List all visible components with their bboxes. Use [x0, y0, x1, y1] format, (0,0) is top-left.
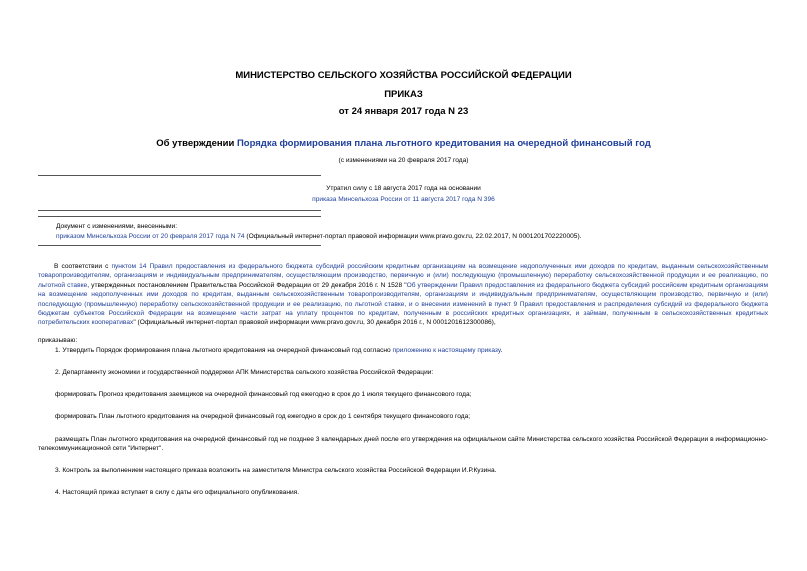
edition-note: (с изменениями на 20 февраля 2017 года): [338, 157, 469, 164]
document-title: [0, 138, 807, 149]
appendix-link[interactable]: приложению к настоящему приказу: [392, 347, 501, 354]
orders-label: приказываю:: [38, 337, 78, 344]
date-number-heading: от 24 января 2017 года N 23: [338, 106, 469, 117]
lapsed-note: Утратил силу с 18 августа 2017 года на основании: [326, 185, 481, 192]
title-link[interactable]: Порядка формирования плана льготного кредитования на очередной финансовый год: [236, 138, 651, 149]
ministry-heading: МИНИСТЕРСТВО СЕЛЬСКОГО ХОЗЯЙСТВА РОССИЙСКОЙ ФЕДЕРАЦИИ: [235, 70, 572, 81]
amendments-source: (Официальный интернет-портал правовой информации www.pravo.gov.ru, 22.02.2017, N 0001201702220005).: [244, 233, 582, 240]
preamble-link-rules[interactable]: пунктом 14 Правил предоставления из федерального бюджета субсидий российским кредитным организациям на возмещение недополученных ими доходов по кредитам, выданным сельскохозяйственным товаропроизводителям, организациям и индивидуальным предпринимателям, осуществляющим производство, первичную и (или) последующую (промышленную) переработку сельскохозяйственной продукции и ее реализацию, по льготной ставке: [38, 263, 768, 289]
preamble-text: " (Официальный интернет-портал правовой информации www.pravo.gov.ru, 30 декабря 2016 г., N 0001201612300086),: [133, 319, 496, 327]
preamble-link-resolution[interactable]: Об утверждении Правил предоставления из федерального бюджета субсидий российским кредитным организациям на возмещение недополученных ими доходов по кредитам, выданным сельскохозяйственным товаропроизводителям, организациям и индивидуальным предпринимателям, осуществляющим производство, первичную и (или) последующую (промышленную) переработку сельскохозяйственной продукции и ее реализацию, по льготной ставке, и о внесении изменений в пункт 9 Правил предоставления и распределения субсидий из федерального бюджета бюджетам субъектов Российской Федерации на возмещение части затрат на уплату процентов по кредитам, полученным в российских кредитных организациях, и займам, полученным в сельскохозяйственных кредитных потребительских кооперативах: [38, 281, 769, 327]
amendments-intro: Документ с изменениями, внесенными:: [56, 223, 178, 230]
preamble-text: В соответствии с: [54, 263, 112, 270]
divider: [38, 175, 321, 176]
item-2b: формировать План льготного кредитования на очередной финансовый год ежегодно в срок до 1 сентября текущего финансового года;: [55, 413, 471, 420]
doc-type-heading: ПРИКАЗ: [384, 89, 423, 100]
item-2a: формировать Прогноз кредитования заемщиков на очередной финансовый год ежегодно в срок до 1 июля текущего финансового года;: [55, 391, 472, 398]
preamble-paragraph: [38, 262, 768, 328]
divider: [38, 216, 321, 217]
item-2c: размещать План льготного кредитования на очередной финансовый год не позднее 3 календарных дней после его утверждения на официальном сайте Министерства сельского хозяйства Российской Федерации в информационно-телекоммуникационной сети "Интернет".: [38, 436, 768, 453]
divider: [38, 210, 321, 211]
item-1: [55, 347, 502, 354]
title-prefix: Об утверждении: [156, 138, 237, 149]
item-2: 2. Департаменту экономики и государственной поддержки АПК Министерства сельского хозяйства Российской Федерации:: [55, 369, 434, 376]
amendments-line: [56, 232, 582, 241]
preamble-text: , утвержденных постановлением Правительства Российской Федерации от 29 декабря 2016 г. N 1528 ": [87, 281, 407, 289]
divider: [38, 245, 321, 246]
item-1-text: 1. Утвердить Порядок формирования плана льготного кредитования на очередной финансовый год согласно: [55, 347, 393, 354]
lapsed-link[interactable]: приказа Минсельхоза России от 11 августа 2017 года N 396: [312, 196, 495, 203]
item-4: 4. Настоящий приказ вступает в силу с даты его официального опубликования.: [55, 489, 300, 496]
item-3: 3. Контроль за выполнением настоящего приказа возложить на заместителя Министра сельского хозяйства Российской Федерации И.Р.Кузина.: [55, 467, 497, 474]
item-1-end: .: [500, 347, 503, 354]
amendments-link[interactable]: приказом Минсельхоза России от 20 февраля 2017 года N 74: [56, 233, 245, 240]
